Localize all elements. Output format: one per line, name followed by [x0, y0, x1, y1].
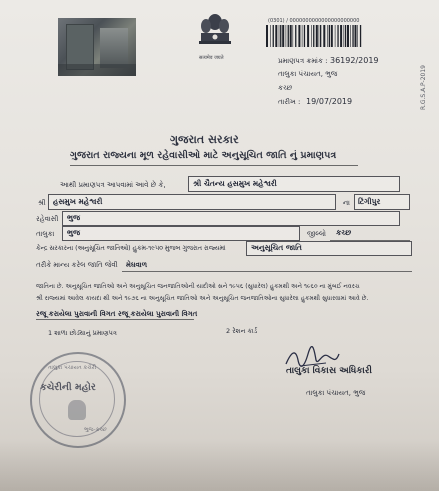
holder-photo — [58, 18, 136, 76]
district-label: જીલ્લો — [307, 230, 326, 238]
evidence-item-2: 2 રેશન કાર્ડ — [226, 327, 258, 335]
side-stamp: R.G.S.A.P-2019 — [420, 65, 427, 110]
body-line2: શ્રી રાજ્યમાં આવેલ કાયદા થી અને ૧૯૭૬ ના અનુસૂચિત જાતિઓ અને અનુસૂચિત જનજાતિઓના સુધારેલા હુકમથી સુધારવામાં આવે છે. — [36, 295, 369, 302]
holder-name: શ્રી ચૈતન્ય હસમુખ મહેશ્વરી — [193, 179, 277, 188]
taluka-label: તાલુકા — [36, 230, 55, 238]
village-label: ના — [343, 199, 350, 207]
caste-label: તરીકે માન્ય કરેલ જાતિ જેવી — [36, 261, 118, 269]
evidence-heading: રજૂ કરાયેલા પુરાવાની વિગત રજૂ કરાયેલા પુરાવાની વિગત — [36, 309, 198, 318]
page-shadow — [0, 440, 439, 491]
office-line2: કચ્છ — [278, 84, 293, 92]
cert-no-label: પ્રમાણપત્ર ક્રમાંક : — [278, 57, 328, 65]
date-value: 19/07/2019 — [306, 97, 353, 106]
barcode-icon — [266, 25, 362, 47]
body-line1: જાતિના છે. અનુસૂચિત જાતિઓ અને અનુસૂચિત જનજાતિઓની યાદીઓ સને ૧૯૫૬ (સુધારેલ) હુકમથી અને ૧૯૬૦ ના મુંબઈ નવરચ — [36, 283, 360, 290]
caste-value: મેઘવાળ — [126, 260, 148, 269]
caste-underline — [122, 271, 412, 272]
district-value: કચ્છ — [336, 228, 352, 237]
date-label: તારીખ : — [278, 98, 301, 106]
category-value: અનુસૂચિત જાતિ — [251, 243, 302, 252]
seal-emblem-icon — [68, 400, 86, 420]
taluka-box — [62, 226, 300, 241]
seal-ring-text: તાલુકા પંચાયત કચેરી — [48, 365, 97, 371]
shri-label: શ્રી — [38, 199, 46, 207]
village-value: ટિંગીપુર — [358, 197, 381, 206]
seal-bottom-text: ભુજ-કચ્છ — [84, 427, 107, 433]
evidence-underline — [36, 319, 194, 320]
intro-label: આથી પ્રમાણપત્ર આપવામાં આવે છે કે, — [60, 181, 166, 189]
government-title: ગુજરાત સરકાર — [170, 133, 239, 146]
notification-text: કેન્દ્ર સરકારના (અનુસૂચિત જાતિઓ) હુકમ-૧૯૫૦ મુજબ ગુજરાત રાજ્યમાં — [36, 245, 226, 252]
certificate-title: ગુજરાત રાજ્યના મૂળ રહેવાસીઓ માટે અનુસૂચિત જાતિ નું પ્રમાણપત્ર — [70, 150, 337, 161]
title-underline — [70, 165, 358, 166]
cert-no-value: 36192/2019 — [330, 56, 379, 65]
national-emblem-icon — [195, 12, 235, 56]
resident-value: ભુજ — [67, 213, 81, 222]
signature-title: તાલુકા વિકાસ અધિકારી — [286, 366, 373, 376]
emblem-caption: सत्यमेव जयते — [199, 55, 224, 61]
serial-number: (0301) / 0000000000000000000000 — [268, 18, 360, 24]
office-seal — [30, 352, 126, 448]
father-name: હસમુખ મહેશ્વરી — [53, 197, 103, 206]
evidence-item-1: 1 શાળા છોડ્યાનું પ્રમાણપત્ર — [48, 329, 117, 337]
signature-office: તાલુકા પંચાયત, ભુજ — [306, 389, 366, 397]
seal-main-text: કચેરીની મહોર — [40, 382, 96, 393]
resident-box — [62, 211, 400, 226]
resident-label: રહેવાસી — [36, 215, 59, 223]
taluka-value: ભુજ — [67, 228, 81, 237]
office-line1: તાલુકા પંચાયત, ભુજ — [278, 70, 338, 78]
